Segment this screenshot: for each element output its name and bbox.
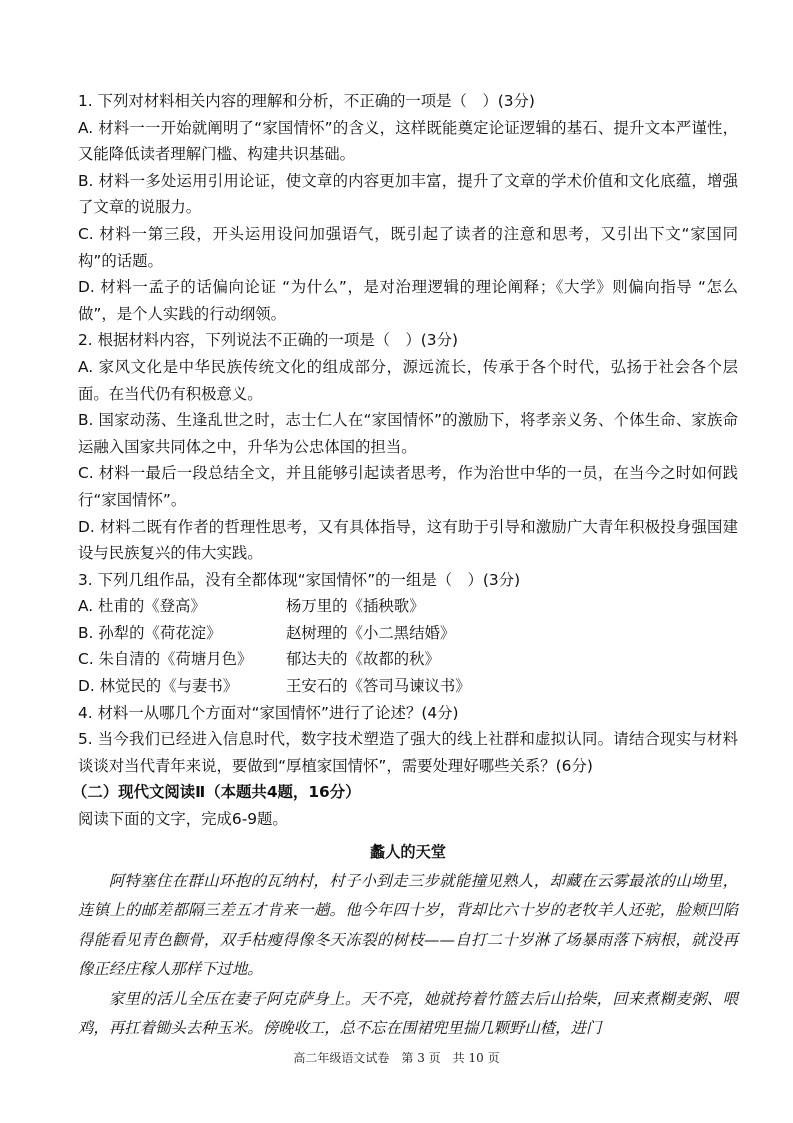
question-3-option-c-right: 郁达夫的《故都的秋》 xyxy=(286,650,440,669)
question-1 xyxy=(78,88,738,327)
question-2-option-b: B. 国家动荡、生逢乱世之时，志士仁人在“家国情怀”的激励下，将孝亲义务、个体生命、家族命运融入国家共同体之中，升华为公忠体国的担当。 xyxy=(78,411,738,456)
section-heading: （二）现代文阅读Ⅱ（本题共4题，16分） xyxy=(72,783,361,802)
section-instruction: 阅读下面的文字，完成6-9题。 xyxy=(78,810,288,829)
question-3-option-b-right: 赵树理的《小二黑结婚》 xyxy=(286,623,456,642)
question-1-option-a: A. 材料一一开始就阐明了“家国情怀”的含义，这样既能奠定论证逻辑的基石、提升文本严谨性，又能降低读者理解门槛、构建共识基础。 xyxy=(78,118,738,164)
question-3-option-a-right: 杨万里的《插秧歌》 xyxy=(286,597,425,616)
story-paragraph-1: 阿特塞住在群山环抱的瓦纳村，村子小到走三步就能撞见熟人，却藏在云雾最浓的山坳里，连镇上的邮差都隔三差五才肯来一趟。他今年四十岁，背却比六十岁的老牧羊人还驼，脸颊凹陷得能看见青色颧骨，双手枯瘦得像冬天冻裂的树枝——自打二十岁淋了场暴雨落下病根，就没再像正经庄稼人那样下过地。 xyxy=(78,871,738,979)
question-1-option-b: B. 材料一多处运用引用论证，使文章的内容更加丰富，提升了文章的学术价值和文化底蕴，增强了文章的说服力。 xyxy=(78,171,738,217)
question-3-option-b-left: B. 孙犁的《荷花淀》 xyxy=(78,623,222,642)
story-text xyxy=(78,867,738,1044)
question-3 xyxy=(78,567,738,700)
question-1-option-c: C. 材料一第三段，开头运用设问加强语气，既引起了读者的注意和思考，又引出下文“家国同构”的话题。 xyxy=(78,224,738,270)
question-2 xyxy=(78,327,738,566)
question-4: 4. 材料一从哪几个方面对“家国情怀”进行了论述？(4分) xyxy=(78,703,459,722)
question-3-option-d-left: D. 林觉民的《与妻书》 xyxy=(78,677,239,696)
story-title: 蠡人的天堂 xyxy=(370,842,446,861)
question-5: 5. 当今我们已经进入信息时代，数字技术塑造了强大的线上社群和虚拟认同。请结合现实与材料谈谈对当代青年来说，要做到“厚植家国情怀”，需要处理好哪些关系？(6分) xyxy=(78,730,738,775)
question-1-option-d: D. 材料一孟子的话偏向论证 “为什么”，是对治理逻辑的理论阐释；《大学》则偏向指导 “怎么做”，是个人实践的行动纲领。 xyxy=(78,278,738,323)
question-3-option-d-right: 王安石的《答司马谏议书》 xyxy=(286,677,471,696)
page-content xyxy=(72,88,738,1044)
question-3-option-c-left: C. 朱自清的《荷塘月色》 xyxy=(78,650,253,669)
question-2-option-a: A. 家风文化是中华民族传统文化的组成部分，源远流长，传承于各个时代，弘扬于社会各个层面。在当代仍有积极意义。 xyxy=(78,357,738,403)
story-paragraph-2: 家里的活儿全压在妻子阿克萨身上。天不亮，她就挎着竹篮去后山拾柴，回来煮糊麦粥、喂鸡，再扛着锄头去种玉米。傍晚收工，总不忘在围裙兜里揣几颗野山楂，进门 xyxy=(78,989,738,1038)
question-2-option-c: C. 材料一最后一段总结全文，并且能够引起读者思考，作为治世中华的一员，在当今之时如何践行“家国情怀”。 xyxy=(78,464,738,509)
page-footer: 高二年级语文试卷 第 3 页 共 10 页 xyxy=(293,1051,500,1065)
question-3-options xyxy=(78,593,738,699)
question-2-stem: 2. 根据材料内容，下列说法不正确的一项是（ ）(3分) xyxy=(78,331,458,350)
question-3-stem: 3. 下列几组作品，没有全都体现“家国情怀”的一组是（ ）(3分) xyxy=(78,570,521,589)
question-1-stem: 1. 下列对材料相关内容的理解和分析，不正确的一项是（ ）(3分) xyxy=(78,92,535,110)
question-2-option-d: D. 材料二既有作者的哲理性思考，又有具体指导，这有助于引导和激励广大青年积极投身强国建设与民族复兴的伟大实践。 xyxy=(78,517,738,563)
question-3-option-a-left: A. 杜甫的《登高》 xyxy=(78,597,206,616)
